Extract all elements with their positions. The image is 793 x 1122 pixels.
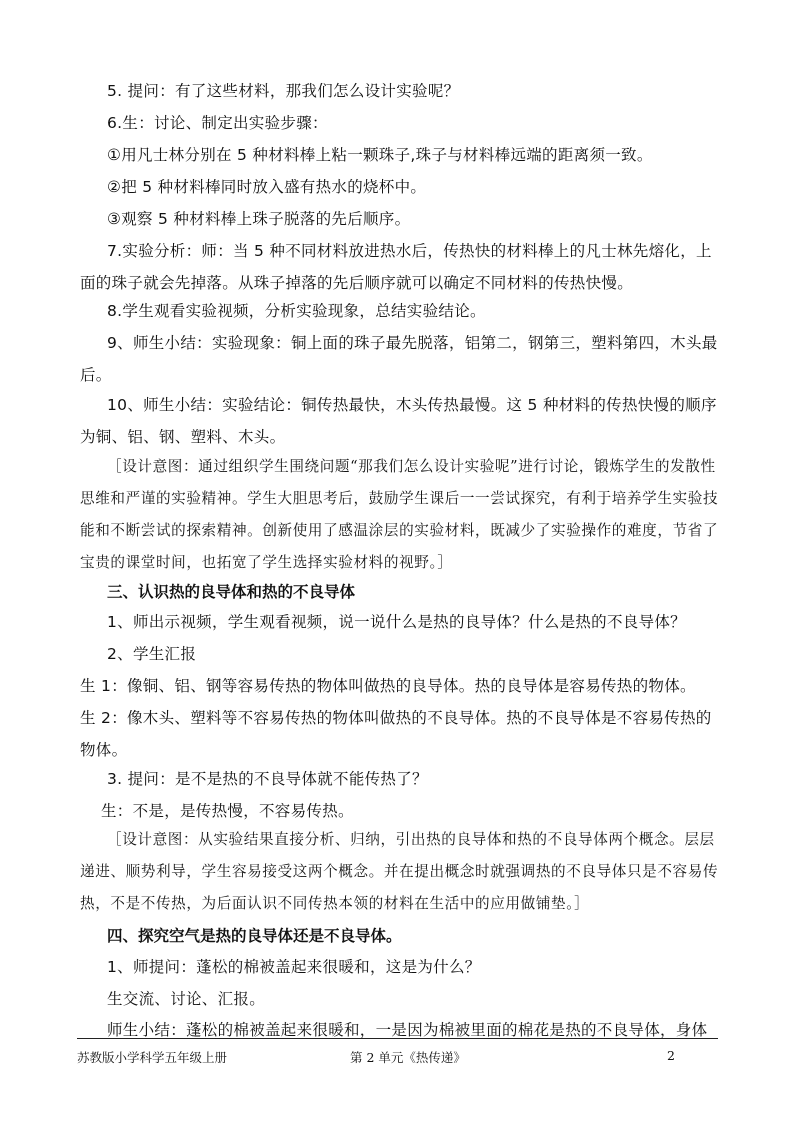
footer-book-title: 苏教版小学科学五年级上册 [77,1050,228,1065]
paragraph: 生 1：像铜、铝、钢等容易传热的物体叫做热的良导体。热的良导体是容易传热的物体。 [80,677,696,695]
paragraph: 生交流、讨论、汇报。 [107,990,266,1008]
paragraph: ③观察 5 种材料棒上珠子脱落的先后顺序。 [107,210,411,228]
paragraph: 7.实验分析：师：当 5 种不同材料放进热水后，传热快的材料棒上的凡士林先熔化，上面的珠子就会先掉落。从珠子掉落的先后顺序就可以确定不同材料的传热快慢。 [80,242,712,292]
paragraph: 生：不是，是传热慢，不容易传热。 [101,802,354,820]
paragraph: 9、师生小结：实验现象：铜上面的珠子最先脱落，铝第二，钢第三，塑料第四，木头最后。 [80,334,718,384]
paragraph: 10、师生小结：实验结论：铜传热最快，木头传热最慢。这 5 种材料的传热快慢的顺序为铜、铝、钢、塑料、木头。 [80,396,717,446]
paragraph: 1、师出示视频，学生观看视频，说一说什么是热的良导体？什么是热的不良导体？ [107,613,686,631]
paragraph: 师生小结：蓬松的棉被盖起来很暖和，一是因为棉被里面的棉花是热的不良导体，身体 [107,1021,708,1039]
footer-rule [77,1038,718,1039]
paragraph: 2、学生汇报 [107,645,197,663]
paragraph: 5. 提问：有了这些材料，那我们怎么设计实验呢？ [107,82,460,100]
page-number: 2 [667,1048,675,1063]
footer-unit-title: 第 2 单元《热传递》 [350,1050,466,1065]
paragraph: 生 2：像木头、塑料等不容易传热的物体叫做热的不良导体。热的不良导体是不容易传热的物体。 [80,709,712,759]
paragraph: 3. 提问：是不是热的不良导体就不能传热了？ [107,770,428,788]
paragraph: ①用凡士林分别在 5 种材料棒上粘一颗珠子,珠子与材料棒远端的距离须一致。 [107,146,653,164]
section-heading: 四、探究空气是热的良导体还是不良导体。 [107,927,402,945]
paragraph: 6.生：讨论、制定出实验步骤： [107,114,328,132]
paragraph: 8.学生观看实验视频，分析实验现象，总结实验结论。 [107,302,486,320]
design-intent-note: ［设计意图：通过组织学生围绕问题“那我们怎么设计实验呢”进行讨论，锻炼学生的发散性思维和严谨的实验精神。学生大胆思考后，鼓励学生课后一一尝试探究，有利于培养学生实验技能和不断尝试的探索精神。创新使用了感温涂层的实验材料，既减少了实验操作的难度，节省了宝贵的课堂时间，也拓宽了学生选择实验材料的视野。］ [80,458,719,571]
paragraph: 1、师提问：蓬松的棉被盖起来很暖和，这是为什么？ [107,958,481,976]
design-intent-note: ［设计意图：从实验结果直接分析、归纳，引出热的良导体和热的不良导体两个概念。层层递进、顺势利导，学生容易接受这两个概念。并在提出概念时就强调热的不良导体只是不容易传热，不是不传热，为后面认识不同传热本领的材料在生活中的应用做铺垫。］ [80,831,719,912]
paragraph: ②把 5 种材料棒同时放入盛有热水的烧杯中。 [107,178,427,196]
section-heading: 三、认识热的良导体和热的不良导体 [107,583,356,601]
